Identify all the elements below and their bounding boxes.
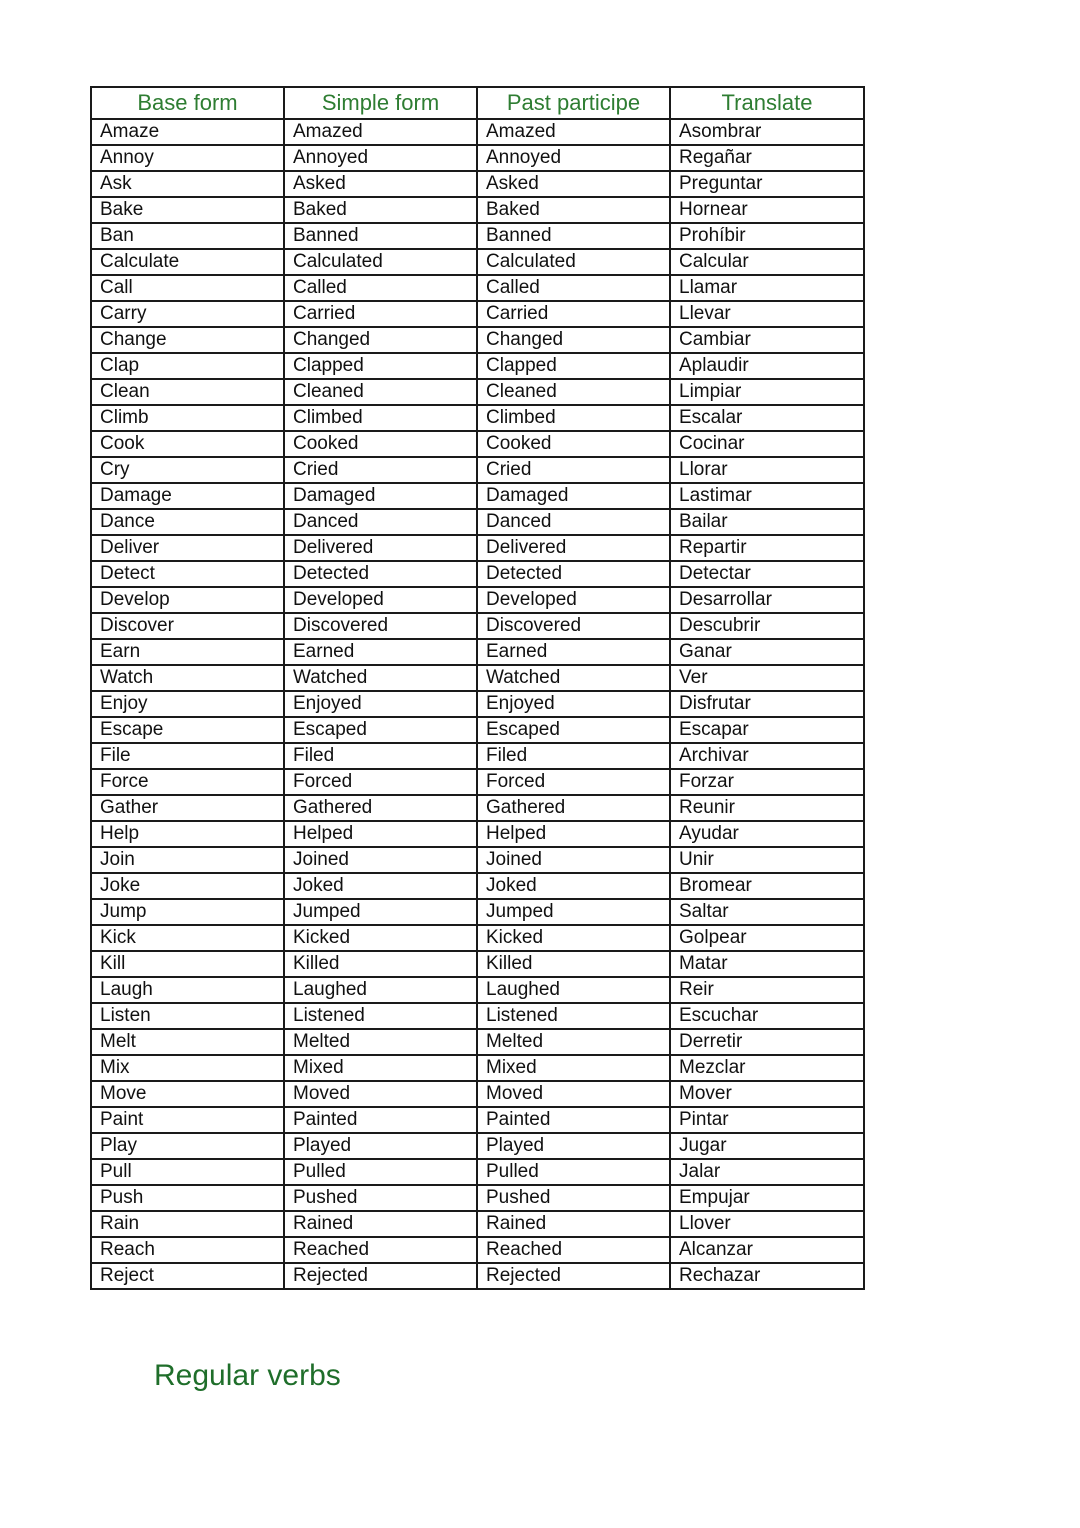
past-participle-cell: Cooked bbox=[477, 431, 670, 457]
table-row bbox=[91, 925, 864, 951]
base-form-cell: Reach bbox=[91, 1237, 284, 1263]
past-participle-cell: Damaged bbox=[477, 483, 670, 509]
translate-cell: Derretir bbox=[670, 1029, 864, 1055]
base-form-cell: Clap bbox=[91, 353, 284, 379]
simple-form-cell: Reached bbox=[284, 1237, 477, 1263]
simple-form-cell: Clapped bbox=[284, 353, 477, 379]
table-row bbox=[91, 639, 864, 665]
past-participle-cell: Enjoyed bbox=[477, 691, 670, 717]
translate-cell: Escapar bbox=[670, 717, 864, 743]
past-participle-cell: Danced bbox=[477, 509, 670, 535]
past-participle-cell: Baked bbox=[477, 197, 670, 223]
regular-verbs-table bbox=[90, 86, 865, 1290]
base-form-cell: Climb bbox=[91, 405, 284, 431]
table-row bbox=[91, 847, 864, 873]
translate-cell: Unir bbox=[670, 847, 864, 873]
past-participle-cell: Pulled bbox=[477, 1159, 670, 1185]
base-form-cell: Watch bbox=[91, 665, 284, 691]
table-row bbox=[91, 249, 864, 275]
translate-cell: Regañar bbox=[670, 145, 864, 171]
past-participle-cell: Kicked bbox=[477, 925, 670, 951]
translate-cell: Saltar bbox=[670, 899, 864, 925]
base-form-cell: Damage bbox=[91, 483, 284, 509]
table-row bbox=[91, 171, 864, 197]
simple-form-cell: Enjoyed bbox=[284, 691, 477, 717]
simple-form-cell: Painted bbox=[284, 1107, 477, 1133]
simple-form-cell: Changed bbox=[284, 327, 477, 353]
past-participle-cell: Listened bbox=[477, 1003, 670, 1029]
translate-cell: Matar bbox=[670, 951, 864, 977]
simple-form-cell: Gathered bbox=[284, 795, 477, 821]
base-form-cell: Mix bbox=[91, 1055, 284, 1081]
table-row bbox=[91, 821, 864, 847]
table-row bbox=[91, 717, 864, 743]
table-row bbox=[91, 509, 864, 535]
table-row bbox=[91, 1159, 864, 1185]
translate-cell: Calcular bbox=[670, 249, 864, 275]
base-form-cell: Help bbox=[91, 821, 284, 847]
table-row bbox=[91, 977, 864, 1003]
base-form-cell: Reject bbox=[91, 1263, 284, 1289]
base-form-cell: Pull bbox=[91, 1159, 284, 1185]
translate-cell: Escalar bbox=[670, 405, 864, 431]
translate-cell: Bailar bbox=[670, 509, 864, 535]
simple-form-cell: Moved bbox=[284, 1081, 477, 1107]
table-row bbox=[91, 1263, 864, 1289]
table-row bbox=[91, 743, 864, 769]
base-form-cell: Force bbox=[91, 769, 284, 795]
simple-form-cell: Called bbox=[284, 275, 477, 301]
past-participle-cell: Filed bbox=[477, 743, 670, 769]
base-form-cell: Kick bbox=[91, 925, 284, 951]
table-row bbox=[91, 197, 864, 223]
simple-form-cell: Joked bbox=[284, 873, 477, 899]
table-row bbox=[91, 665, 864, 691]
past-participle-cell: Played bbox=[477, 1133, 670, 1159]
past-participle-cell: Killed bbox=[477, 951, 670, 977]
translate-cell: Aplaudir bbox=[670, 353, 864, 379]
base-form-cell: Change bbox=[91, 327, 284, 353]
table-row bbox=[91, 587, 864, 613]
simple-form-cell: Listened bbox=[284, 1003, 477, 1029]
table-row bbox=[91, 613, 864, 639]
base-form-cell: Gather bbox=[91, 795, 284, 821]
translate-cell: Forzar bbox=[670, 769, 864, 795]
table-row bbox=[91, 535, 864, 561]
table-row bbox=[91, 457, 864, 483]
translate-cell: Hornear bbox=[670, 197, 864, 223]
simple-form-cell: Joined bbox=[284, 847, 477, 873]
simple-form-cell: Damaged bbox=[284, 483, 477, 509]
translate-cell: Reir bbox=[670, 977, 864, 1003]
base-form-cell: Kill bbox=[91, 951, 284, 977]
simple-form-cell: Played bbox=[284, 1133, 477, 1159]
simple-form-cell: Carried bbox=[284, 301, 477, 327]
translate-cell: Bromear bbox=[670, 873, 864, 899]
base-form-cell: Dance bbox=[91, 509, 284, 535]
translate-cell: Archivar bbox=[670, 743, 864, 769]
past-participle-cell: Painted bbox=[477, 1107, 670, 1133]
past-participle-cell: Helped bbox=[477, 821, 670, 847]
base-form-cell: Deliver bbox=[91, 535, 284, 561]
table-row bbox=[91, 1055, 864, 1081]
past-participle-cell: Banned bbox=[477, 223, 670, 249]
simple-form-cell: Laughed bbox=[284, 977, 477, 1003]
base-form-cell: Detect bbox=[91, 561, 284, 587]
table-row bbox=[91, 1133, 864, 1159]
past-participle-cell: Moved bbox=[477, 1081, 670, 1107]
table-row bbox=[91, 691, 864, 717]
base-form-cell: Calculate bbox=[91, 249, 284, 275]
simple-form-cell: Rejected bbox=[284, 1263, 477, 1289]
simple-form-cell: Escaped bbox=[284, 717, 477, 743]
simple-form-cell: Danced bbox=[284, 509, 477, 535]
translate-cell: Disfrutar bbox=[670, 691, 864, 717]
base-form-cell: Push bbox=[91, 1185, 284, 1211]
simple-form-cell: Cleaned bbox=[284, 379, 477, 405]
base-form-cell: Melt bbox=[91, 1029, 284, 1055]
simple-form-cell: Filed bbox=[284, 743, 477, 769]
simple-form-cell: Delivered bbox=[284, 535, 477, 561]
translate-cell: Cambiar bbox=[670, 327, 864, 353]
table-row bbox=[91, 951, 864, 977]
base-form-cell: Enjoy bbox=[91, 691, 284, 717]
base-form-cell: Bake bbox=[91, 197, 284, 223]
simple-form-cell: Baked bbox=[284, 197, 477, 223]
past-participle-cell: Changed bbox=[477, 327, 670, 353]
simple-form-cell: Pushed bbox=[284, 1185, 477, 1211]
table-row bbox=[91, 795, 864, 821]
table-row bbox=[91, 145, 864, 171]
table-body bbox=[91, 119, 864, 1289]
translate-cell: Preguntar bbox=[670, 171, 864, 197]
translate-cell: Escuchar bbox=[670, 1003, 864, 1029]
translate-cell: Golpear bbox=[670, 925, 864, 951]
simple-form-cell: Calculated bbox=[284, 249, 477, 275]
table-row bbox=[91, 483, 864, 509]
past-participle-cell: Discovered bbox=[477, 613, 670, 639]
base-form-cell: Jump bbox=[91, 899, 284, 925]
past-participle-cell: Detected bbox=[477, 561, 670, 587]
base-form-cell: Laugh bbox=[91, 977, 284, 1003]
table-row bbox=[91, 1003, 864, 1029]
base-form-cell: Discover bbox=[91, 613, 284, 639]
simple-form-cell: Cooked bbox=[284, 431, 477, 457]
simple-form-cell: Detected bbox=[284, 561, 477, 587]
base-form-cell: Amaze bbox=[91, 119, 284, 145]
simple-form-cell: Amazed bbox=[284, 119, 477, 145]
simple-form-cell: Discovered bbox=[284, 613, 477, 639]
translate-cell: Mover bbox=[670, 1081, 864, 1107]
past-participle-cell: Jumped bbox=[477, 899, 670, 925]
past-participle-cell: Escaped bbox=[477, 717, 670, 743]
base-form-cell: Develop bbox=[91, 587, 284, 613]
base-form-cell: Escape bbox=[91, 717, 284, 743]
past-participle-cell: Cried bbox=[477, 457, 670, 483]
translate-cell: Alcanzar bbox=[670, 1237, 864, 1263]
past-participle-cell: Joked bbox=[477, 873, 670, 899]
table-row bbox=[91, 405, 864, 431]
caption-regular-verbs: Regular verbs bbox=[154, 1359, 341, 1392]
past-participle-cell: Rejected bbox=[477, 1263, 670, 1289]
base-form-cell: Move bbox=[91, 1081, 284, 1107]
simple-form-cell: Banned bbox=[284, 223, 477, 249]
base-form-cell: File bbox=[91, 743, 284, 769]
translate-cell: Llover bbox=[670, 1211, 864, 1237]
translate-cell: Llamar bbox=[670, 275, 864, 301]
table-row bbox=[91, 275, 864, 301]
table-row bbox=[91, 301, 864, 327]
past-participle-cell: Annoyed bbox=[477, 145, 670, 171]
table-row bbox=[91, 327, 864, 353]
simple-form-cell: Kicked bbox=[284, 925, 477, 951]
base-form-cell: Carry bbox=[91, 301, 284, 327]
table-row bbox=[91, 353, 864, 379]
past-participle-cell: Watched bbox=[477, 665, 670, 691]
table-row bbox=[91, 379, 864, 405]
past-participle-cell: Melted bbox=[477, 1029, 670, 1055]
translate-cell: Ganar bbox=[670, 639, 864, 665]
base-form-cell: Cook bbox=[91, 431, 284, 457]
simple-form-cell: Cried bbox=[284, 457, 477, 483]
table-row bbox=[91, 561, 864, 587]
past-participle-cell: Amazed bbox=[477, 119, 670, 145]
table-row bbox=[91, 223, 864, 249]
simple-form-cell: Climbed bbox=[284, 405, 477, 431]
header-translate: Translate bbox=[670, 87, 864, 119]
base-form-cell: Rain bbox=[91, 1211, 284, 1237]
past-participle-cell: Earned bbox=[477, 639, 670, 665]
base-form-cell: Annoy bbox=[91, 145, 284, 171]
simple-form-cell: Watched bbox=[284, 665, 477, 691]
simple-form-cell: Asked bbox=[284, 171, 477, 197]
translate-cell: Rechazar bbox=[670, 1263, 864, 1289]
simple-form-cell: Earned bbox=[284, 639, 477, 665]
simple-form-cell: Killed bbox=[284, 951, 477, 977]
past-participle-cell: Laughed bbox=[477, 977, 670, 1003]
translate-cell: Limpiar bbox=[670, 379, 864, 405]
table-row bbox=[91, 1081, 864, 1107]
past-participle-cell: Reached bbox=[477, 1237, 670, 1263]
past-participle-cell: Called bbox=[477, 275, 670, 301]
header-past-participle: Past participe bbox=[477, 87, 670, 119]
base-form-cell: Play bbox=[91, 1133, 284, 1159]
translate-cell: Detectar bbox=[670, 561, 864, 587]
base-form-cell: Paint bbox=[91, 1107, 284, 1133]
past-participle-cell: Delivered bbox=[477, 535, 670, 561]
simple-form-cell: Pulled bbox=[284, 1159, 477, 1185]
base-form-cell: Listen bbox=[91, 1003, 284, 1029]
translate-cell: Pintar bbox=[670, 1107, 864, 1133]
simple-form-cell: Annoyed bbox=[284, 145, 477, 171]
base-form-cell: Joke bbox=[91, 873, 284, 899]
table-row bbox=[91, 769, 864, 795]
base-form-cell: Join bbox=[91, 847, 284, 873]
simple-form-cell: Rained bbox=[284, 1211, 477, 1237]
translate-cell: Llevar bbox=[670, 301, 864, 327]
table-row bbox=[91, 1185, 864, 1211]
simple-form-cell: Mixed bbox=[284, 1055, 477, 1081]
translate-cell: Reunir bbox=[670, 795, 864, 821]
translate-cell: Descubrir bbox=[670, 613, 864, 639]
translate-cell: Repartir bbox=[670, 535, 864, 561]
simple-form-cell: Melted bbox=[284, 1029, 477, 1055]
translate-cell: Asombrar bbox=[670, 119, 864, 145]
translate-cell: Ayudar bbox=[670, 821, 864, 847]
table-row bbox=[91, 899, 864, 925]
base-form-cell: Clean bbox=[91, 379, 284, 405]
past-participle-cell: Pushed bbox=[477, 1185, 670, 1211]
past-participle-cell: Calculated bbox=[477, 249, 670, 275]
translate-cell: Jalar bbox=[670, 1159, 864, 1185]
table-row bbox=[91, 873, 864, 899]
table-row bbox=[91, 119, 864, 145]
past-participle-cell: Clapped bbox=[477, 353, 670, 379]
translate-cell: Empujar bbox=[670, 1185, 864, 1211]
past-participle-cell: Climbed bbox=[477, 405, 670, 431]
base-form-cell: Ban bbox=[91, 223, 284, 249]
base-form-cell: Ask bbox=[91, 171, 284, 197]
translate-cell: Desarrollar bbox=[670, 587, 864, 613]
past-participle-cell: Forced bbox=[477, 769, 670, 795]
table-row bbox=[91, 1211, 864, 1237]
translate-cell: Cocinar bbox=[670, 431, 864, 457]
base-form-cell: Call bbox=[91, 275, 284, 301]
simple-form-cell: Forced bbox=[284, 769, 477, 795]
simple-form-cell: Developed bbox=[284, 587, 477, 613]
table-row bbox=[91, 1107, 864, 1133]
table-row bbox=[91, 431, 864, 457]
past-participle-cell: Joined bbox=[477, 847, 670, 873]
header-base-form: Base form bbox=[91, 87, 284, 119]
translate-cell: Llorar bbox=[670, 457, 864, 483]
past-participle-cell: Cleaned bbox=[477, 379, 670, 405]
past-participle-cell: Gathered bbox=[477, 795, 670, 821]
table-row bbox=[91, 1237, 864, 1263]
translate-cell: Prohíbir bbox=[670, 223, 864, 249]
past-participle-cell: Carried bbox=[477, 301, 670, 327]
translate-cell: Mezclar bbox=[670, 1055, 864, 1081]
past-participle-cell: Asked bbox=[477, 171, 670, 197]
base-form-cell: Cry bbox=[91, 457, 284, 483]
base-form-cell: Earn bbox=[91, 639, 284, 665]
past-participle-cell: Rained bbox=[477, 1211, 670, 1237]
simple-form-cell: Helped bbox=[284, 821, 477, 847]
past-participle-cell: Mixed bbox=[477, 1055, 670, 1081]
past-participle-cell: Developed bbox=[477, 587, 670, 613]
table-header-row bbox=[91, 87, 864, 119]
translate-cell: Lastimar bbox=[670, 483, 864, 509]
header-simple-form: Simple form bbox=[284, 87, 477, 119]
translate-cell: Ver bbox=[670, 665, 864, 691]
translate-cell: Jugar bbox=[670, 1133, 864, 1159]
table-row bbox=[91, 1029, 864, 1055]
simple-form-cell: Jumped bbox=[284, 899, 477, 925]
